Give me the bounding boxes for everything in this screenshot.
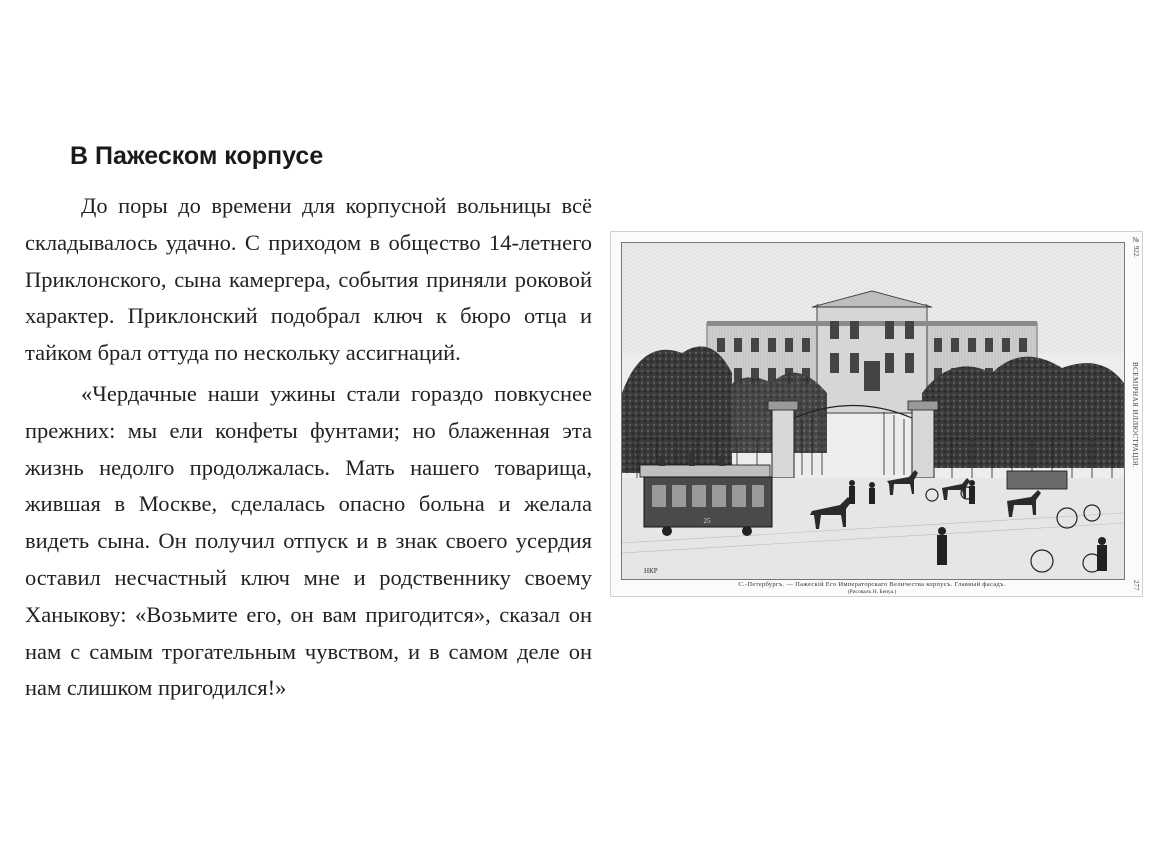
engraving-image <box>621 242 1125 580</box>
issue-number: № 922. <box>1132 236 1140 258</box>
tram-number: 25 <box>703 517 711 525</box>
body-text <box>25 188 592 707</box>
page-title: В Пажеском корпусе <box>70 142 324 170</box>
engraving-plate <box>610 231 1143 597</box>
small-tram <box>1007 471 1067 489</box>
paragraph-2: «Чердачные наши ужины стали гораздо повкуснее прежних: мы ели конфеты фунтами; но блаженная эта жизнь недолго продолжалась. Мать нашего товарища, жившая в Москве, сделалась опасно больна и желала видеть сына. Он получил отпуск и в знак своего усердия оставил несчастный ключ мне и родственнику своему Ханыкову: «Возьмите его, он вам пригодится», сказал он нам с самым трогательным чувством, и в самом деле он нам слишком пригодился!» <box>25 380 592 701</box>
engraving-caption: С.-Петербургъ. — Пажескiй Его Императорскаго Величества корпусъ. Главный фасадъ. <box>738 581 1006 588</box>
page-number: 277 <box>1132 579 1140 590</box>
engraving-subcaption: (Рисовалъ Н. Бенуа.) <box>847 589 897 595</box>
artist-signature: НКР <box>644 567 658 575</box>
engraving-illustration <box>622 243 1124 579</box>
magazine-title: ВСЕМIРНАЯ ИЛЛЮСТРАЦIЯ. <box>1131 361 1139 469</box>
paragraph-1: До поры до времени для корпусной вольницы всё складывалось удачно. С приходом в общество 14-летнего Приклонского, сына камергера, события приняли роковой характер. Приклонский подобрал ключ к бюро отца и тайком брал оттуда по нескольку ассигнаций. <box>25 193 592 366</box>
tram <box>640 453 772 536</box>
